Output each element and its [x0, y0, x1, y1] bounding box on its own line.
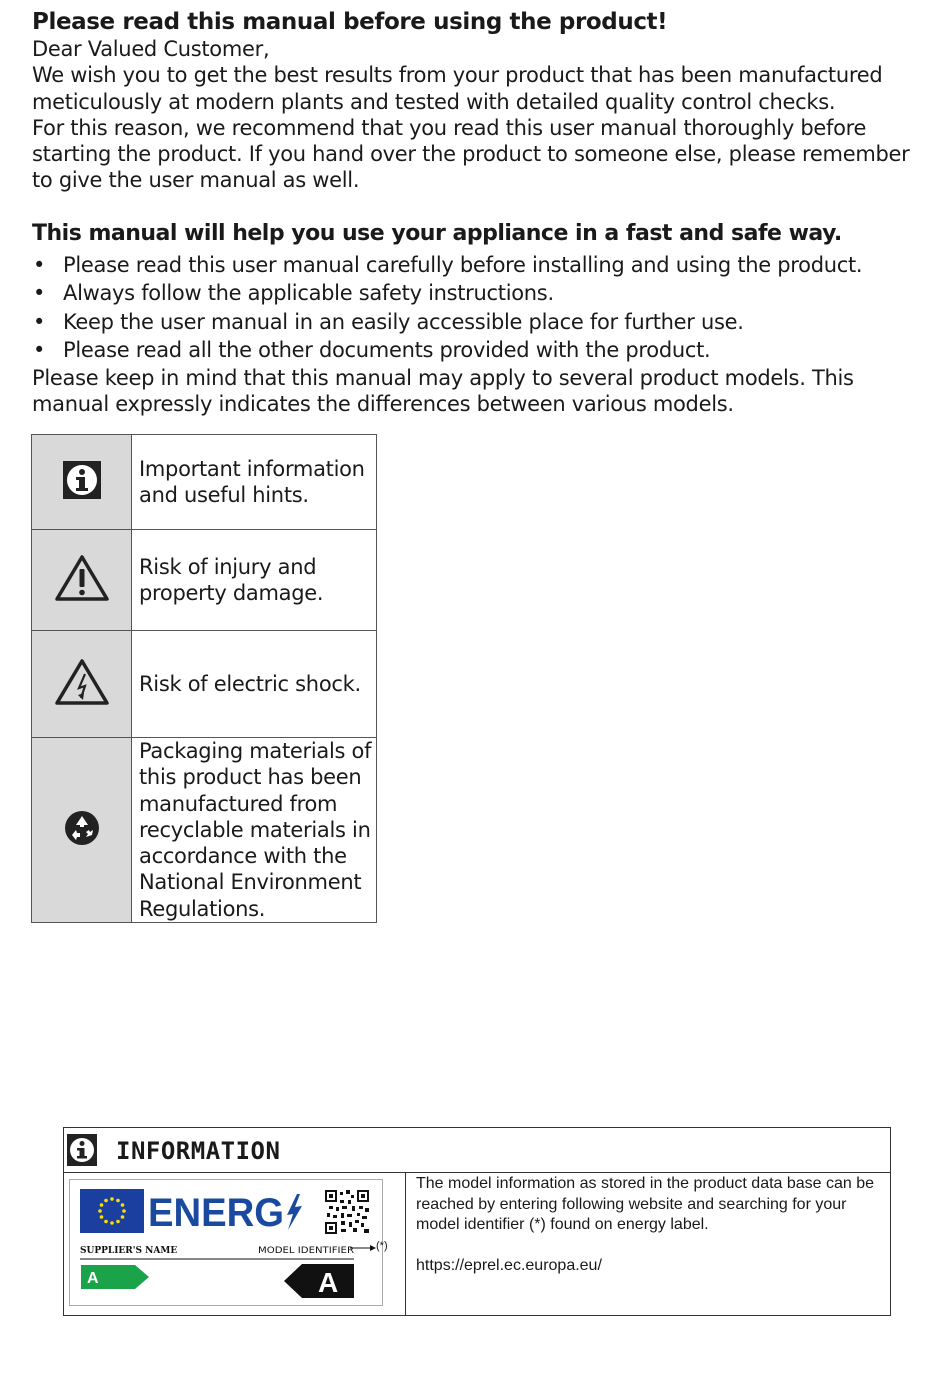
legend-text: Risk of injury and property damage.: [132, 530, 377, 631]
info-icon: [67, 1134, 97, 1166]
lightning-icon: [287, 1194, 302, 1230]
energy-label-graphic: [70, 1180, 382, 1305]
page-heading: Please read this manual before using the product!: [32, 9, 668, 35]
warning-icon: [54, 554, 110, 602]
list-item-text: Please read this user manual carefully before installing and using the product.: [63, 252, 863, 277]
recycle-icon: [64, 810, 100, 846]
table-row: [32, 631, 377, 738]
arrow-right-icon: [350, 1243, 376, 1253]
energy-logo-text: ENERG: [148, 1191, 284, 1235]
legend-icon-cell: [32, 435, 132, 530]
list-item-text: Always follow the applicable safety instructions.: [63, 281, 554, 306]
energy-class-left: A: [87, 1270, 99, 1287]
bullet-marker: •: [33, 338, 46, 363]
bullet-marker: •: [33, 309, 46, 334]
table-row: [32, 738, 377, 923]
table-row: [32, 435, 377, 530]
qr-code-icon: [325, 1190, 369, 1234]
list-item: [32, 308, 912, 337]
eu-flag-icon: [80, 1189, 144, 1233]
legend-icon-cell: [32, 631, 132, 738]
list-item: [32, 251, 912, 280]
legend-icon-cell: [32, 530, 132, 631]
bullet-list: [32, 251, 912, 365]
legend-text: Packaging materials of this product has been manufactured from recyclable materials in accordance with the National Environment Regulations.: [132, 738, 377, 923]
intro-paragraph-1: We wish you to get the best results from your product that has been manufactured meticulously at modern plants and tested with detailed quality control checks.: [32, 63, 883, 114]
energy-label: [69, 1179, 383, 1306]
information-box: [63, 1127, 891, 1316]
energy-class-right: A: [318, 1267, 339, 1298]
eprel-link[interactable]: https://eprel.ec.europa.eu/: [416, 1256, 602, 1274]
table-row: [32, 530, 377, 631]
spacer: [32, 194, 912, 220]
list-item-text: Keep the user manual in an easily accessible place for further use.: [63, 309, 744, 334]
electric-shock-icon: [54, 658, 110, 706]
bullet-marker: •: [33, 252, 46, 277]
info-icon: [62, 460, 102, 500]
legend-text: Risk of electric shock.: [132, 631, 377, 738]
list-item-text: Please read all the other documents provided with the product.: [63, 338, 711, 363]
supplier-name-label: SUPPLIER'S NAME: [80, 1246, 178, 1256]
intro-paragraph-2: For this reason, we recommend that you read this user manual thoroughly before starting the product. If you hand over the product to someone else, please remember to give the user manual as well.: [32, 115, 910, 193]
model-identifier-label: MODEL IDENTIFIER: [258, 1246, 354, 1256]
legend-text: Important information and useful hints.: [132, 435, 377, 530]
information-header: [64, 1128, 890, 1173]
help-heading: This manual will help you use your appliance in a fast and safe way.: [32, 220, 842, 246]
information-body: The model information as stored in the product data base can be reached by entering following website and searching for your model identifier (*) found on energy label.: [416, 1175, 875, 1233]
legend-icon-cell: [32, 738, 132, 923]
models-note: Please keep in mind that this manual may apply to several product models. This manual expressly indicates the differences between various models.: [32, 365, 854, 417]
list-item: [32, 336, 912, 365]
model-identifier-marker: (*): [376, 1240, 388, 1252]
symbol-legend-table: [31, 434, 377, 923]
energy-label-panel: [64, 1173, 406, 1315]
list-item: [32, 279, 912, 308]
manual-content: [32, 8, 912, 417]
salutation: Dear Valued Customer,: [32, 37, 270, 61]
bullet-marker: •: [33, 281, 46, 306]
information-text: [416, 1174, 876, 1276]
information-title: INFORMATION: [116, 1137, 281, 1165]
